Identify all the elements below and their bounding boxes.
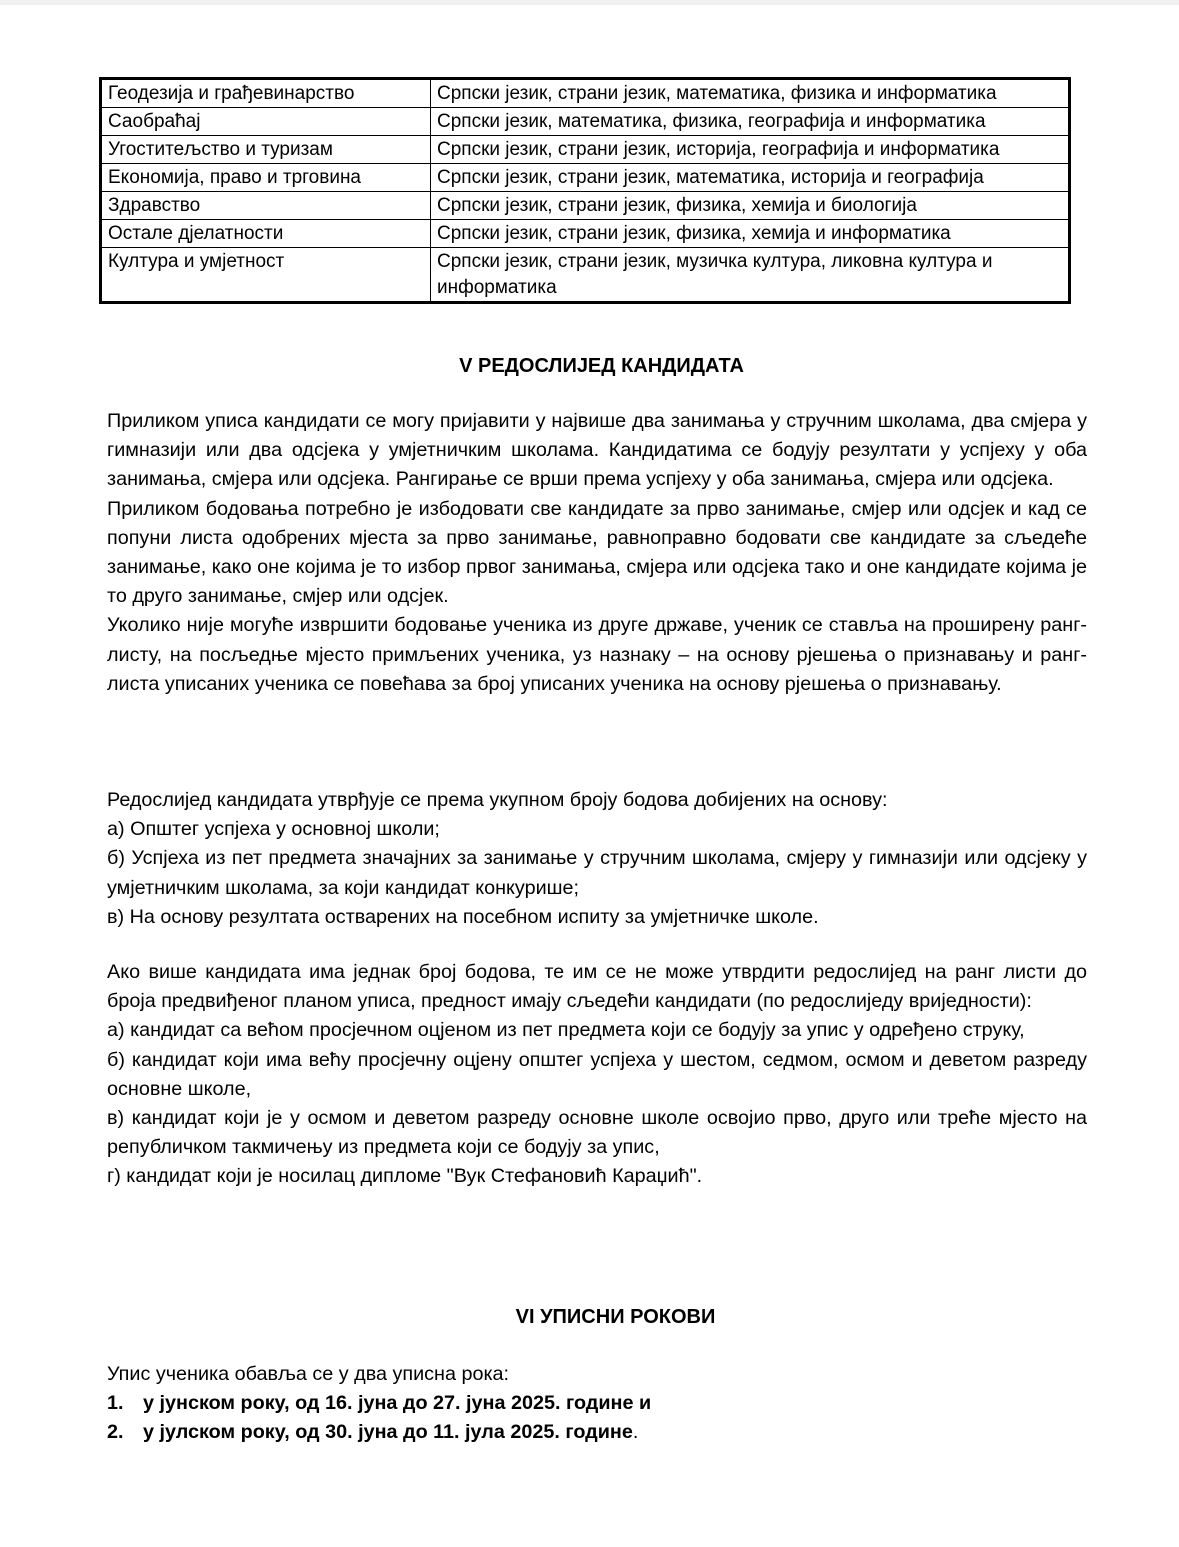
list-item: б) кандидат који има већу просјечну оцјену општег успјеха у шестом, седмом, осмом и деветом разреду основне школе, (107, 1048, 1087, 1100)
term-item (107, 1389, 1087, 1418)
list-item: а) Општег успјеха у основној школи; (107, 818, 440, 841)
paragraph: Приликом бодовања потребно је избодовати све кандидате за прво занимање, смјер или одсјек и кад се попуни листа одобрених мјеста за прво занимање, равноправно бодовати све кандидате за сљедеће занимање, како оне којима је то избор првог занимања, смјера или одсјека тако и оне кандидате којима је то друго занимање, смјер или одсјек. (107, 497, 1087, 608)
table-row (101, 136, 1070, 164)
list-item: б) Успјеха из пет предмета значајних за занимање у стручним школама, смјеру у гимназији или одсјеку у умјетничким школама, за који кандидат конкурише; (107, 847, 1087, 899)
table-row (101, 108, 1070, 136)
ranking-intro: Редослијед кандидата утврђује се према укупном броју бодова добијених на основу: (107, 789, 888, 811)
section-5-title: V РЕДОСЛИЈЕД КАНДИДАТА (459, 355, 744, 377)
enrollment-terms (107, 1360, 1087, 1448)
ranking-criteria (107, 786, 1087, 932)
list-item: в) На основу резултата остварених на посебном испиту за умјетничке школе. (107, 905, 819, 928)
term-suffix: . (632, 1421, 639, 1444)
table-row (101, 79, 1070, 108)
paragraph: Приликом уписа кандидати се могу пријавити у највише два занимања у стручним школама, два смјера у гимназији или два одсјека у умјетничким школама. Кандидатима се бодују резултати у успјеху у оба занимања, смјера или одсјека. Рангирање се врши према успјеху у оба занимања, смјера или одсјека. (107, 410, 1087, 491)
table-row (101, 192, 1070, 220)
table-row (101, 164, 1070, 192)
tie-break-intro: Ако више кандидата има једнак број бодова, те им се не може утврдити редослијед на ранг листи до броја предвиђеног планом уписа, предност имају сљедећи кандидати (по редослиједу вриједности): (107, 961, 1087, 1013)
list-item: г) кандидат који је носилац дипломе "Вук Стефановић Караџић". (107, 1165, 703, 1188)
subjects-cell: Српски језик, математика, физика, географија и информатика (431, 108, 1070, 136)
subjects-cell: Српски језик, страни језик, физика, хемија и информатика (431, 220, 1070, 248)
field-cell: Култура и умјетност (101, 248, 431, 303)
field-cell: Остале дјелатности (101, 220, 431, 248)
term-item (107, 1418, 1087, 1447)
page-top-edge (0, 0, 1179, 5)
field-cell: Здравство (101, 192, 431, 220)
section-6-title: VI УПИСНИ РОКОВИ (515, 1306, 716, 1328)
tie-break-criteria (107, 958, 1087, 1192)
field-cell: Саобраћај (101, 108, 431, 136)
list-item: в) кандидат који је у осмом и деветом разреду основне школе освојио прво, друго или треће мјесто на републичком такмичењу из предмета који се бодују за упис, (107, 1107, 1087, 1159)
list-item: а) кандидат са већом просјечном оцјеном из пет предмета који се бодују за упис у одређено струку, (107, 1019, 1025, 1042)
subjects-cell: Српски језик, страни језик, математика, физика и информатика (431, 79, 1070, 108)
term-text: у јулском року, од 30. јуна до 11. јула 2025. године (143, 1421, 633, 1444)
subjects-table (99, 77, 1071, 304)
term-text: у јунском року, од 16. јуна до 27. јуна 2025. године и (143, 1392, 652, 1415)
table-row (101, 220, 1070, 248)
enrollment-intro: Упис ученика обавља се у два уписна рока: (107, 1363, 510, 1385)
field-cell: Угоститељство и туризам (101, 136, 431, 164)
field-cell: Економија, право и трговина (101, 164, 431, 192)
term-number: 2. (107, 1421, 124, 1444)
subjects-cell: Српски језик, страни језик, математика, историја и географија (431, 164, 1070, 192)
field-cell: Геодезија и грађевинарство (101, 79, 431, 108)
subjects-cell: Српски језик, страни језик, физика, хемија и биологија (431, 192, 1070, 220)
section-5-paragraphs (107, 407, 1087, 699)
subjects-cell: Српски језик, страни језик, историја, географија и информатика (431, 136, 1070, 164)
paragraph: Уколико није могуће извршити бодовање ученика из друге државе, ученик се ставља на проширену ранг-листу, на посљедње мјесто примљених ученика, уз назнаку – на основу рјешења о признавању и ранг-листа уписаних ученика се повећава за број уписаних ученика на основу рјешења о признавању. (107, 614, 1087, 695)
term-number: 1. (107, 1392, 124, 1415)
table-row (101, 248, 1070, 303)
subjects-cell: Српски језик, страни језик, музичка култура, ликовна култура и информатика (431, 248, 1070, 303)
